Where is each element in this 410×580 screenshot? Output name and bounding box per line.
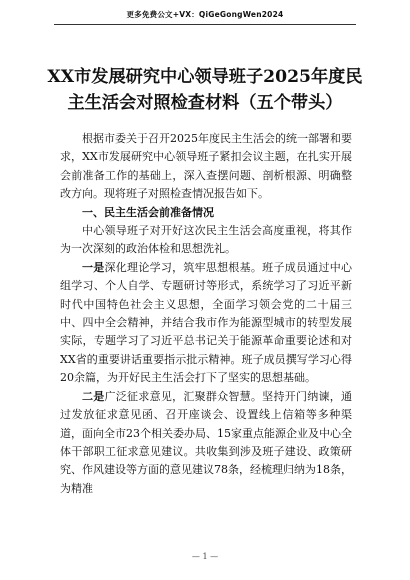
header-divider [54, 24, 356, 25]
paragraph-1: 中心领导班子对开好这次民主生活会高度重视，将其作为一次深刻的政治体检和思想洗礼。 [60, 224, 352, 256]
paragraph-3 [60, 388, 352, 498]
document-body [60, 130, 352, 498]
paragraph-2 [60, 259, 352, 388]
section-heading: 一、民主生活会前准备情况 [82, 205, 214, 219]
page-number: — 1 — [191, 552, 219, 561]
paragraph-3-text: 广泛征求意见，汇聚群众智慧。坚持开门纳谏，通过发放征求意见函、召开座谈会、设置线上信箱等多种渠道，面向全市23个相关委办局、15家重点能源企业及中心全体干部职工征求意见建议。共收集到涉及班子建设、政策研究、作风建设等方面的意见建议78条，经梳理归纳为18条，为精准 [60, 389, 353, 495]
intro-paragraph: 根据市委关于召开2025年度民主生活会的统一部署和要求，XX市发展研究中心领导班子紧扣会议主题，在扎实开展会前准备工作的基础上，深入查摆问题、剖析根源、明确整改方向。现将班子对照检查情况报告如下。 [60, 132, 352, 201]
paragraph-3-lead: 二是 [82, 389, 105, 403]
document-title: XX市发展研究中心领导班子2025年度民主生活会对照检查材料（五个带头） [47, 67, 363, 113]
paragraph-2-lead: 一是 [82, 260, 105, 274]
header-note: 更多免费公文+VX：QiGeGongWen2024 [126, 10, 284, 19]
paragraph-2-text: 深化理论学习，筑牢思想根基。班子成员通过中心组学习、个人自学、专题研讨等形式，系统学习了习近平新时代中国特色社会主义思想，全面学习领会党的二十届三中、四中全会精神，并结合我市作为能源型城市的转型发展实际，专题学习了习近平总书记关于能源革命重要论述和对XX省的重要讲话重要指示批示精神。班子成员撰写学习心得20余篇，为开好民主生活会打下了坚实的思想基础。 [60, 260, 353, 385]
